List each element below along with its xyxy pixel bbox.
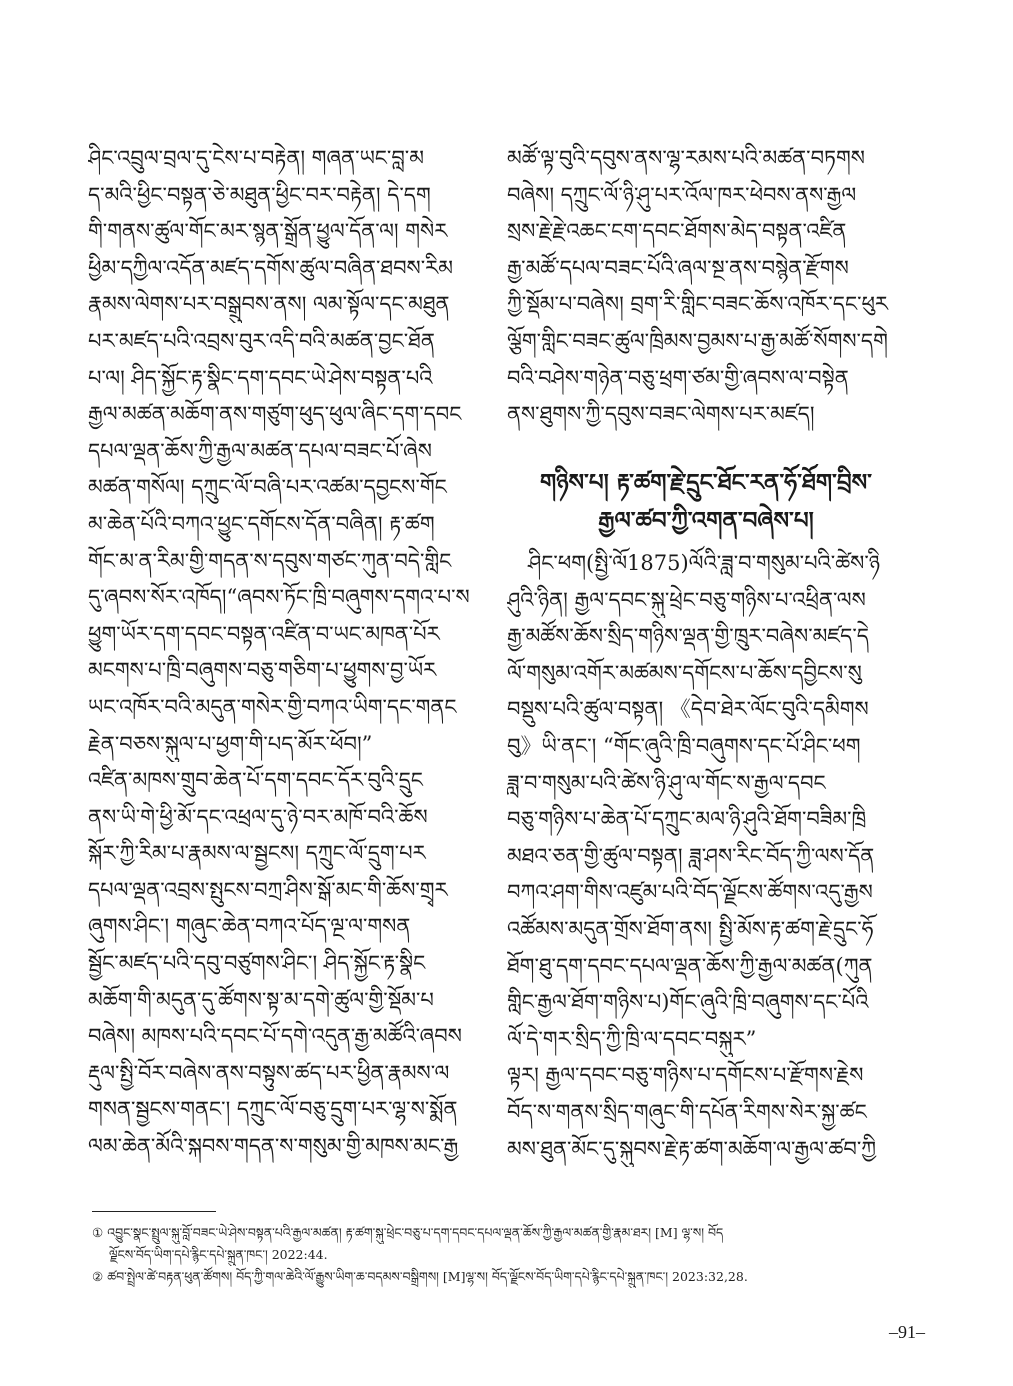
left-column-line: མཚན་གསོལ། དཀྲུང་ལོ་བཞི་པར་འཚམ་དབྱངས་གོང (88, 475, 447, 500)
right-column-bottom-line: རྒྱ་མཚོས་ཆོས་སྲིད་གཉིས་ལྡན་གྱི་ཁྲུར་བཞེས་མཛད་དེ (507, 624, 869, 649)
left-column-line: རྡུལ་སྤྱི་བོར་བཞེས་ནས་བསྟུས་ཚད་པར་ཕྱིན་རྣམས་ལ (88, 1060, 450, 1085)
left-column-line: གོང་མ་ན་རིམ་གྱི་གདན་ས་དབུས་གཙང་ཀུན་བདེ་གླིང (88, 548, 452, 573)
left-column-line: རྒྱལ་མཚན་མཆོག་ནས་གཙུག་ཕུད་ཕུལ་ཞིང་དག་དབང (88, 402, 462, 427)
left-column-line: རྗེན་བཅས་སྐུལ་པ་ཕྱག་གི་པད་མོར་ཕོབ།” (88, 731, 373, 756)
left-column-line: ཞུགས་ཤིང་། གཞུང་ཆེན་བཀའ་པོད་ལྔ་ལ་གསན (88, 914, 411, 939)
right-column-bottom-line: བོད་ས་གནས་སྲིད་གཞུང་གི་དཔོན་རིགས་སེར་སྐྱ་ཚང (507, 1099, 867, 1124)
right-column-top-line: ལྕོག་གླིང་བཟང་ཚུལ་ཁྲིམས་བྱམས་པ་རྒྱ་མཚོ་སོགས་དགེ (507, 328, 888, 353)
left-column-line: འཛིན་མཁས་གྲུབ་ཆེན་པོ་དག་དབང་དོར་བུའི་དྲུང (88, 768, 423, 793)
right-column-bottom-line: ལོ་གསུམ་འགོར་མཚམས་དགོངས་པ་ཆོས་དབྱིངས་སུ (507, 660, 862, 685)
left-column-line: སྦྱོང་མཛད་པའི་དབུ་བཙུགས་ཤིང་། ཤིད་སྐྱོང་རྟ་སྣིང (88, 951, 426, 976)
left-column-line: མཆོག་གི་མདུན་དུ་ཚོགས་སྟ་མ་དགེ་ཚུལ་གྱི་སྡོམ་པ (88, 987, 434, 1012)
right-column-bottom-line: འཚོམས་མདུན་གྲོས་ཐོག་ནས། སྤྱི་མོས་རྟ་ཚག་རྗེ་དྲུང་ཧོ (507, 916, 874, 941)
left-column-line: དཔལ་ལྡན་འབྲས་སྤུངས་བཀྲ་ཤིས་སྒོ་མང་གི་ཆོས་གྲྭར (88, 877, 448, 902)
right-column-bottom-line: ལོ་དེ་གར་སྲིད་ཀྱི་ཁྲི་ལ་དབང་བསྐུར” (507, 1026, 757, 1051)
right-column-bottom-line: མཐའ་ཅན་གྱི་ཚུལ་བསྟན། ཟླ་ཤས་རིང་བོད་ཀྱི་ལས་དོན (507, 843, 875, 868)
right-column-bottom-line: བཀའ་ཤག་གིས་འཛུམ་པའི་བོད་ལྗོངས་ཚོགས་འདུ་རྒྱས (507, 880, 873, 905)
section-heading-line-1: གཉིས་པ། རྟ་ཚག་རྗེ་དྲུང་ཐོང་རན་ཧོ་ཐོག་བྲིས་ (540, 469, 872, 496)
footnote-1-marker: ① (92, 1225, 104, 1240)
right-column-top-line: སྲས་རྗེ་རྗེ་འཆང་ངག་དབང་ཐོགས་མེད་བསྟན་འཛིན (507, 219, 847, 244)
right-column-top-line: བའི་བཤེས་གཉེན་བཅུ་ཕྲག་ཙམ་གྱི་ཞབས་ལ་བསྟེན (507, 365, 849, 390)
footnote-2-text-line-1: ཚབ་སྤྲེལ་ཚེ་བརྟན་ཕུན་ཚོགས། བོད་ཀྱི་གལ་ཆེའི་ལོ་རྒྱུས་ཡིག་ཆ་བདམས་བསྒྲིགས། [M]ལྷ་ས། བོད་ལྗོངས་བོད་ཡིག་དཔེ་རྙིང་དཔེ་སྐྲུན་ཁང་། 2023:32,28. (107, 1269, 748, 1284)
footnote-1-text-line-2: ལྗོངས་བོད་ཡིག་དཔེ་རྙིང་དཔེ་སྐྲུན་ཁང་། 2022:44. (109, 1247, 328, 1262)
right-column-bottom-line: མས་ཐུན་མོང་དུ་སྐུབས་རྗེ་རྟ་ཚག་མཆོག་ལ་རྒྱལ་ཚབ་ཀྱི (507, 1136, 877, 1161)
left-column-line: ཕྱིམ་དཀྱིལ་འདོན་མཛད་དགོས་ཚུལ་བཞིན་ཐབས་རིམ (88, 255, 453, 280)
right-column-bottom-line: ཐོག་ཐུ་དག་དབང་དཔལ་ལྡན་ཆོས་ཀྱི་རྒྱལ་མཚན(ཀུན (507, 953, 873, 978)
footnote-2-marker: ② (92, 1269, 104, 1284)
right-column-top-line: ནས་ཐུགས་ཀྱི་དབུས་བཟང་ལེགས་པར་མཛད། (507, 402, 815, 427)
left-column-line: རྣམས་ལེགས་པར་བསྒྲུབས་ནས། ལམ་སྟོལ་དང་མཐུན (88, 292, 450, 317)
footnote-1-text-line-1: འབྱུང་སྣང་སྤྲུལ་སྐུ་བློ་བཟང་ཡེ་ཤེས་བསྟན་པའི་རྒྱལ་མཚན། རྟ་ཚག་སྐུ་ཕྲེང་བཅུ་པ་དག་དབང་དཔལ་ལྡན་ཆོས་ཀྱི་རྒྱལ་མཚན་གྱི་རྣམ་ཐར། [M] ལྷ་ས། བོད (107, 1225, 724, 1240)
left-column-line: ཕྱུག་ཡོར་དག་དབང་བསྟན་འཛིན་བ་ཡང་མཁན་པོར (88, 621, 440, 646)
left-column-line: མ་ཆེན་པོའི་བཀའ་ཕྱུང་དགོངས་དོན་བཞིན། རྟ་ཚག (88, 511, 435, 536)
footnote-2 (92, 1266, 912, 1288)
right-column-top (507, 140, 905, 433)
left-column-line: པར་མཛད་པའི་འབྲས་བུར་འདི་བའི་མཚན་བྱང་ཐོན (88, 328, 435, 353)
section-heading (507, 464, 905, 540)
right-column-top-line: བཞེས། དཀྲུང་ལོ་ཉི་ཤུ་པར་འོལ་ཁར་ཕེབས་ནས་རྒྱལ (507, 182, 857, 207)
section-heading-line-2: རྒྱལ་ཚབ་ཀྱི་འགན་བཞེས་པ། (598, 507, 814, 534)
left-column-line: ནས་ཡི་གེ་ཕྱི་མོ་དང་འཕྲལ་དུ་ཉེ་བར་མཁོ་བའི་ཆོས (88, 804, 428, 829)
right-column-bottom (507, 545, 905, 1167)
right-column-top-line: རྒྱ་མཚོ་དཔལ་བཟང་པོའི་ཞལ་སྔ་ནས་བསྙེན་རྫོགས (507, 255, 849, 280)
left-column-line: པ་ལ། ཤིད་སྐྱོང་རྟ་སྣིང་དག་དབང་ཡེ་ཤེས་བསྟན་པའི (88, 365, 433, 390)
left-column-line: ད་མའི་ཕྱིང་བསྟན་ཅེ་མཐུན་ཕྱིང་བར་བརྟེན། དེ་དག (88, 182, 431, 207)
left-column-line: གསན་སྦྱངས་གནང་། དཀྲུང་ལོ་བཅུ་དྲུག་པར་ལྷ་ས་སྨོན (88, 1097, 458, 1122)
left-column-line: ཤིང་འབྲུལ་བྲལ་དུ་ངེས་པ་བརྟེན། གཞན་ཡང་བླ་མ (88, 146, 424, 170)
right-column-bottom-line: བཅུ་གཉིས་པ་ཆེན་པོ་དཀྲུང་མལ་ཉི་ཤུའི་ཐོག་བཟིམ་ཁྲི (507, 807, 867, 832)
footnotes (92, 1222, 912, 1288)
left-column-line: ལམ་ཆེན་མོའི་སྐབས་གདན་ས་གསུམ་གྱི་མཁས་མང་རྒྱ (88, 1134, 459, 1159)
left-column-line: སྐོར་ཀྱི་རིམ་པ་རྣམས་ལ་སྦྱངས། དཀྲུང་ལོ་དྲུག་པར (88, 841, 426, 866)
left-column-line: གི་གནས་ཚུལ་གོང་མར་སྙན་སྒྲོན་ཕྱུལ་དོན་ལ། གསེར (88, 219, 448, 244)
left-column-line: དཔལ་ལྡན་ཆོས་ཀྱི་རྒྱལ་མཚན་དཔལ་བཟང་པོ་ཞེས (88, 438, 432, 463)
right-column-top-line: མཚོ་ལྟ་བུའི་དབུས་ནས་ལྷ་རམས་པའི་མཚན་བཏགས (507, 146, 865, 170)
right-column-bottom-line: ཟླ་བ་གསུམ་པའི་ཚེས་ཉི་ཤུ་ལ་གོང་ས་རྒྱལ་དབང (507, 770, 826, 795)
right-column-bottom-line: ཤུའི་ཉིན། རྒྱལ་དབང་སྐུ་ཕྲེང་བཅུ་གཉིས་པ་འཕྲིན་ལས (507, 587, 866, 612)
right-column-bottom-line: བུ》ཡི་ནང་། “གོང་ཞུའི་ཁྲི་བཞུགས་དང་པོ་ཤིང་ཕག (507, 733, 861, 758)
left-column-line: དུ་ཞབས་སོར་འཁོད།“ཞབས་ཏོང་ཁྲི་བཞུགས་དགའ་པ་ས (88, 585, 470, 610)
right-column-top-line: ཀྱི་སྡོམ་པ་བཞེས། བྲག་རི་གླིང་བཟང་ཆོས་འཁོར་དང་ཕུར (507, 292, 889, 317)
right-column-bottom-line: བསྡུས་པའི་ཚུལ་བསྟན། 《དེབ་ཐེར་ལོང་བུའི་དམིགས (507, 697, 869, 722)
right-column-bottom-line: གླིང་རྒྱལ་ཐོག་གཉིས་པ)གོང་ཞུའི་ཁྲི་བཞུགས་དང་པོའི (507, 990, 869, 1015)
right-column-bottom-line: ལྟར། རྒྱལ་དབང་བཅུ་གཉིས་པ་དགོངས་པ་རྫོགས་རྗེས (507, 1063, 864, 1088)
footnote-1 (92, 1222, 912, 1244)
page-number: –91– (889, 1322, 925, 1342)
left-column-line: ཡང་འཁོར་བའི་མདུན་གསེར་གྱི་བཀའ་ཡིག་དང་གནང (88, 694, 457, 719)
left-column (88, 140, 486, 1165)
left-column-line: མངགས་པ་ཁྲི་བཞུགས་བཅུ་གཅིག་པ་ཕྱུགས་བྱ་ཡོར (88, 658, 437, 683)
left-column-line: བཞེས། མཁས་པའི་དབང་པོ་དགེ་འདུན་རྒྱ་མཚོའི་ཞབས (88, 1024, 462, 1049)
right-column-bottom-line: ཤིང་ཕག(སྤྱི་ལོ1875)ལོའི་ཟླ་བ་གསུམ་པའི་ཚེས་ཉི (507, 551, 880, 575)
footnote-divider (92, 1211, 216, 1212)
